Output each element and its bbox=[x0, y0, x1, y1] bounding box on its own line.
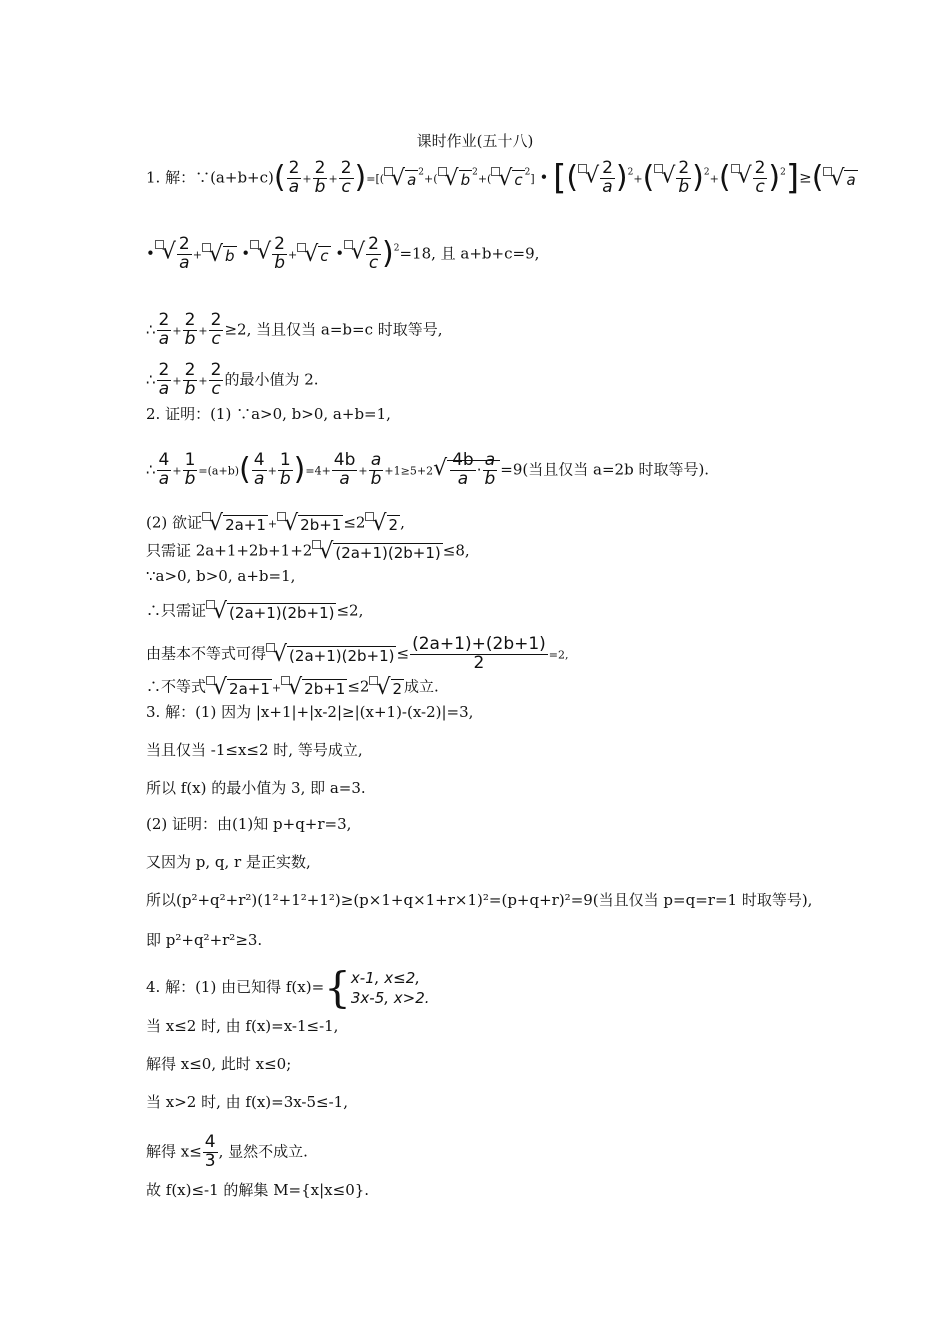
sqrt-b: √ b bbox=[438, 167, 473, 190]
q4-line-1: 4. 解：(1) 由已知得 f(x)={ x-1, x≤2, 3x-5, x>2. bbox=[146, 963, 430, 1012]
sqrt-a: √ a bbox=[384, 167, 418, 190]
frac-2-over-b: $\frac{2}{b}$ bbox=[314, 158, 326, 197]
q4-line-5: 解得 x≤ $\frac{4}{3}$ , 显然不成立. bbox=[146, 1132, 308, 1171]
q1-line-1: 1. 解：∵(a+b+c)( $\frac{2}{a}$ + $\frac{2}{b}$ + $\frac{2}{c}$ )=[( √ a $^2$+( √ b $^2$+( √ c $^2$] • [( √ $\frac{2}{a}$ )$^2$+( √ $\frac{2}{b}$ )$^2$+( √ $\frac{2}{c}$ )$^2$]≥( √ a bbox=[146, 158, 856, 199]
q1-label: 1. 解：∵(a+b+c) bbox=[146, 168, 274, 187]
sqrt-2-over-b: √ $\frac{2}{b}$ bbox=[654, 160, 692, 197]
piecewise-brace: { bbox=[324, 963, 351, 1012]
q4-line-3: 解得 x≤0, 此时 x≤0; bbox=[146, 1055, 292, 1073]
q1-line-3: ∴ $\frac{2}{a}$ + $\frac{2}{b}$ + $\frac{2}{c}$ ≥2, 当且仅当 a=b=c 时取等号, bbox=[146, 310, 443, 349]
q1-line-2: • √ $\frac{2}{a}$ + √ b • √ $\frac{2}{b}$ + √ c • √ $\frac{2}{c}$ )$^2$=18, 且 a+b+c=9, bbox=[146, 234, 540, 273]
sqrt-a-end: √ a bbox=[823, 167, 857, 190]
q3-line-1: 3. 解：(1) 因为 |x+1|+|x-2|≥|(x+1)-(x-2)|=3, bbox=[146, 703, 474, 721]
q2-line-6: ∴只需证 √ (2a+1)(2b+1) ≤2, bbox=[146, 599, 364, 624]
q2-line-7: 由基本不等式可得 √ (2a+1)(2b+1) ≤ $\frac{(2a+1)+(2b+1)}{2}$ =2, bbox=[146, 634, 569, 673]
q2-line-1: 2. 证明：(1) ∵a>0, b>0, a+b=1, bbox=[146, 405, 391, 423]
paren-left: ( bbox=[273, 160, 286, 196]
q3-line-7: 即 p²+q²+r²≥3. bbox=[146, 931, 263, 949]
q2-line-5: ∵a>0, b>0, a+b=1, bbox=[146, 567, 296, 585]
q3-line-3: 所以 f(x) 的最小值为 3, 即 a=3. bbox=[146, 779, 366, 797]
q4-line-2: 当 x≤2 时, 由 f(x)=x-1≤-1, bbox=[146, 1017, 339, 1035]
piecewise-cases: x-1, x≤2, 3x-5, x>2. bbox=[350, 969, 430, 1007]
sqrt-2-over-c: √ $\frac{2}{c}$ bbox=[731, 160, 769, 197]
q1-line-4: ∴ $\frac{2}{a}$ + $\frac{2}{b}$ + $\frac{2}{c}$ 的最小值为 2. bbox=[146, 360, 319, 399]
q2-line-2: ∴ $\frac{4}{a}$ + $\frac{1}{b}$ =(a+b)( $\frac{4}{a}$ + $\frac{1}{b}$ )=4+ $\frac{4b}{a}$ + $\frac{a}{b}$ +1≥5+2√ $\frac{4b}{a}$ · $\frac{a}{b}$ =9(当且仅当 a=2b 时取等号). bbox=[146, 450, 710, 489]
paren-right: ) bbox=[354, 160, 367, 196]
q3-line-4: (2) 证明：由(1)知 p+q+r=3, bbox=[146, 815, 352, 833]
q2-line-3: (2) 欲证 √ 2a+1 + √ 2b+1 ≤2 √ 2 , bbox=[146, 511, 405, 536]
frac-2-over-a: $\frac{2}{a}$ bbox=[288, 158, 300, 197]
q3-line-6: 所以(p²+q²+r²)(1²+1²+1²)≥(p×1+q×1+r×1)²=(p+q+r)²=9(当且仅当 p=q=r=1 时取等号), bbox=[146, 891, 813, 909]
q4-line-6: 故 f(x)≤-1 的解集 M={x|x≤0}. bbox=[146, 1181, 370, 1199]
q3-line-2: 当且仅当 -1≤x≤2 时, 等号成立, bbox=[146, 741, 363, 759]
q4-line-4: 当 x>2 时, 由 f(x)=3x-5≤-1, bbox=[146, 1093, 348, 1111]
q2-line-8: ∴不等式 √ 2a+1 + √ 2b+1 ≤2 √ 2 成立. bbox=[146, 675, 439, 700]
q2-line-4: 只需证 2a+1+2b+1+2 √ (2a+1)(2b+1) ≤8, bbox=[146, 539, 470, 564]
sqrt-c: √ c bbox=[491, 167, 524, 190]
frac-2-over-c: $\frac{2}{c}$ bbox=[340, 158, 352, 197]
sqrt-2-over-a: √ $\frac{2}{a}$ bbox=[578, 160, 616, 197]
page-title: 课时作业(五十八) bbox=[416, 132, 534, 150]
q3-line-5: 又因为 p, q, r 是正实数, bbox=[146, 853, 311, 871]
q1-equals-18: =18, 且 a+b+c=9, bbox=[399, 244, 540, 263]
q1-rhs: =[( bbox=[366, 172, 385, 186]
